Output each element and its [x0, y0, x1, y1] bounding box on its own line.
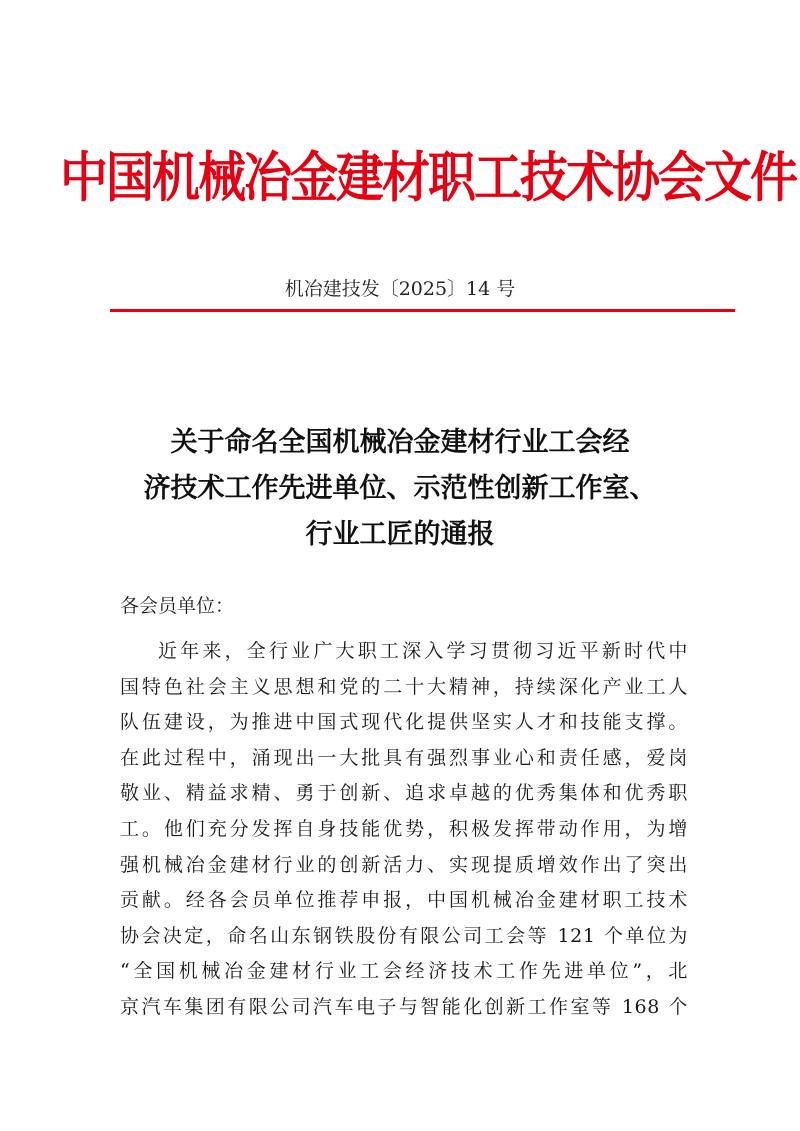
- title-line: 关于命名全国机械冶金建材行业工会经: [170, 427, 630, 458]
- body-line: 京汽车集团有限公司汽车电子与智能化创新工作室等 168 个: [120, 995, 688, 1018]
- red-separator-line: [110, 309, 735, 312]
- body-paragraph: [120, 634, 688, 1026]
- body-line: 在此过程中，涌现出一大批具有强烈事业心和责任感，爱岗: [120, 746, 688, 769]
- document-masthead: 中国机械冶金建材职工技术协会文件: [60, 146, 797, 210]
- body-line: 工。他们充分发挥自身技能优势，积极发挥带动作用，为增: [120, 817, 688, 840]
- body-line: 贡献。经各会员单位推荐申报，中国机械冶金建材职工技术: [120, 889, 688, 912]
- document-title: [0, 420, 800, 558]
- title-line: 济技术工作先进单位、示范性创新工作室、: [143, 473, 657, 504]
- body-line: 近年来，全行业广大职工深入学习贯彻习近平新时代中: [158, 640, 688, 662]
- body-line: 协会决定，命名山东钢铁股份有限公司工会等 121 个单位为: [120, 924, 688, 947]
- body-line: 队伍建设，为推进中国式现代化提供坚实人才和技能支撑。: [120, 711, 688, 734]
- body-line: 强机械冶金建材行业的创新活力、实现提质增效作出了突出: [120, 853, 688, 876]
- body-line: 敬业、精益求精、勇于创新、追求卓越的优秀集体和优秀职: [120, 782, 688, 805]
- body-line: “全国机械冶金建材行业工会经济技术工作先进单位”，北: [120, 960, 688, 983]
- document-number: 机冶建技发〔2025〕14 号: [284, 278, 516, 300]
- body-line: 国特色社会主义思想和党的二十大精神，持续深化产业工人: [120, 675, 688, 698]
- title-line: 行业工匠的通报: [305, 519, 495, 550]
- salutation: 各会员单位：: [120, 595, 235, 617]
